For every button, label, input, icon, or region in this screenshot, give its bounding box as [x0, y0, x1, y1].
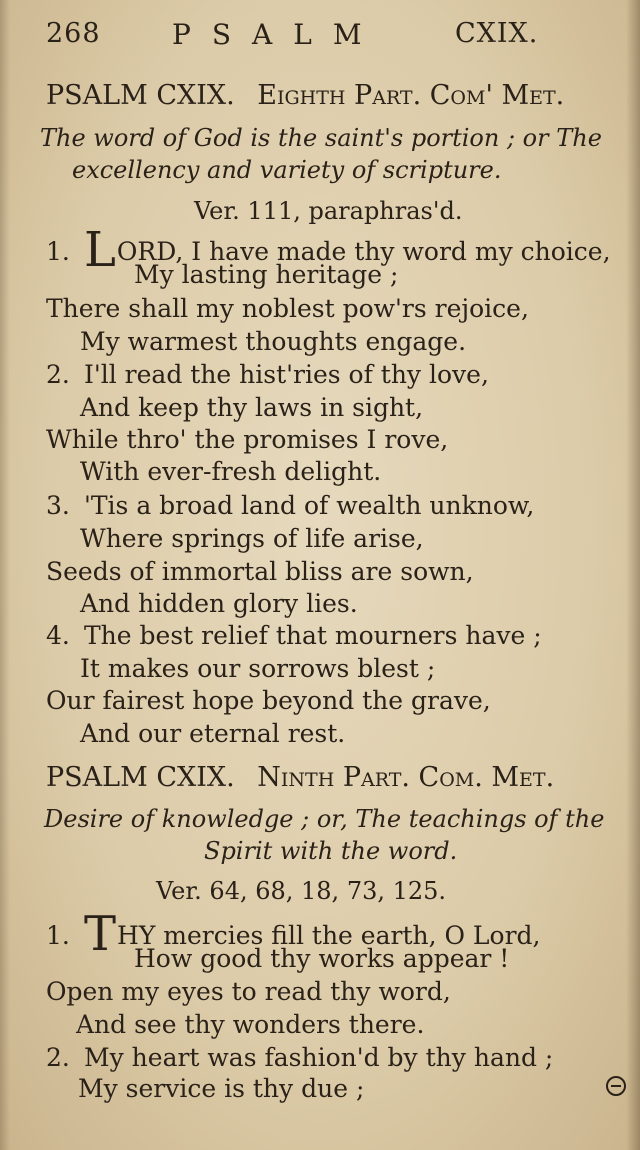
subtitle-line: Desire of knowledge ; or, The teachings of the	[44, 805, 605, 833]
drop-cap: T	[84, 906, 117, 962]
stanza-number: 2.	[46, 360, 70, 389]
drop-cap: L	[84, 222, 116, 278]
verse-text: The best relief that mourners have ;	[84, 621, 542, 650]
section-title	[46, 80, 564, 111]
verse-line: With ever-fresh delight.	[80, 457, 382, 486]
section-title	[46, 762, 554, 793]
running-head: PSALM	[172, 18, 383, 51]
subtitle-line: Spirit with the word.	[204, 837, 458, 865]
subtitle-line: excellency and variety of scripture.	[72, 156, 502, 184]
part-title: Eighth Part. Com' Met.	[257, 80, 565, 111]
verse-text: HY mercies fill the earth, O Lord,	[117, 921, 541, 950]
psalm-title: PSALM CXIX.	[46, 762, 235, 793]
verse-reference: Ver. 111, paraphras'd.	[194, 197, 463, 225]
verse-line: And keep thy laws in sight,	[80, 393, 424, 422]
verse-line: Seeds of immortal bliss are sown,	[46, 557, 474, 586]
psalm-title: PSALM CXIX.	[46, 80, 235, 111]
verse-line: My service is thy due ;	[78, 1074, 365, 1103]
verse-line	[46, 1043, 553, 1072]
verse-line	[46, 491, 534, 520]
verse-line: Open my eyes to read thy word,	[46, 977, 451, 1006]
verse-line	[46, 360, 489, 389]
page-edge-right	[626, 0, 640, 1150]
subtitle-line: The word of God is the saint's portion ; or The	[40, 124, 602, 152]
verse-line: Our fairest hope beyond the grave,	[46, 686, 491, 715]
verse-line: There shall my noblest pow'rs rejoice,	[46, 294, 529, 323]
catchword-ornament-icon	[606, 1076, 626, 1096]
verse-line: While thro' the promises I rove,	[46, 425, 449, 454]
stanza-number: 2.	[46, 1043, 70, 1072]
part-title: Ninth Part. Com. Met.	[257, 762, 555, 793]
stanza-number: 3.	[46, 491, 70, 520]
verse-line: And hidden glory lies.	[80, 589, 358, 618]
verse-line: And our eternal rest.	[80, 719, 346, 748]
verse-text: My heart was fashion'd by thy hand ;	[84, 1043, 554, 1072]
verse-line: Where springs of life arise,	[80, 524, 424, 553]
verse-line: My warmest thoughts engage.	[80, 327, 467, 356]
page-number: 268	[46, 18, 101, 49]
stanza-number: 4.	[46, 621, 70, 650]
verse-text: ORD, I have made thy word my choice,	[116, 237, 611, 266]
verse-line: It makes our sorrows blest ;	[80, 654, 436, 683]
verse-text: I'll read the hist'ries of thy love,	[84, 360, 489, 389]
stanza-number: 1.	[46, 237, 70, 266]
stanza-number: 1.	[46, 921, 70, 950]
verse-line: And see thy wonders there.	[76, 1010, 425, 1039]
running-head-numeral: CXIX.	[455, 18, 539, 49]
verse-reference: Ver. 64, 68, 18, 73, 125.	[156, 877, 447, 905]
verse-line: How good thy works appear !	[134, 944, 510, 973]
verse-line: My lasting heritage ;	[134, 260, 399, 289]
verse-line	[46, 621, 542, 650]
page-edge-left	[0, 0, 10, 1150]
verse-text: 'Tis a broad land of wealth unknow,	[84, 491, 535, 520]
